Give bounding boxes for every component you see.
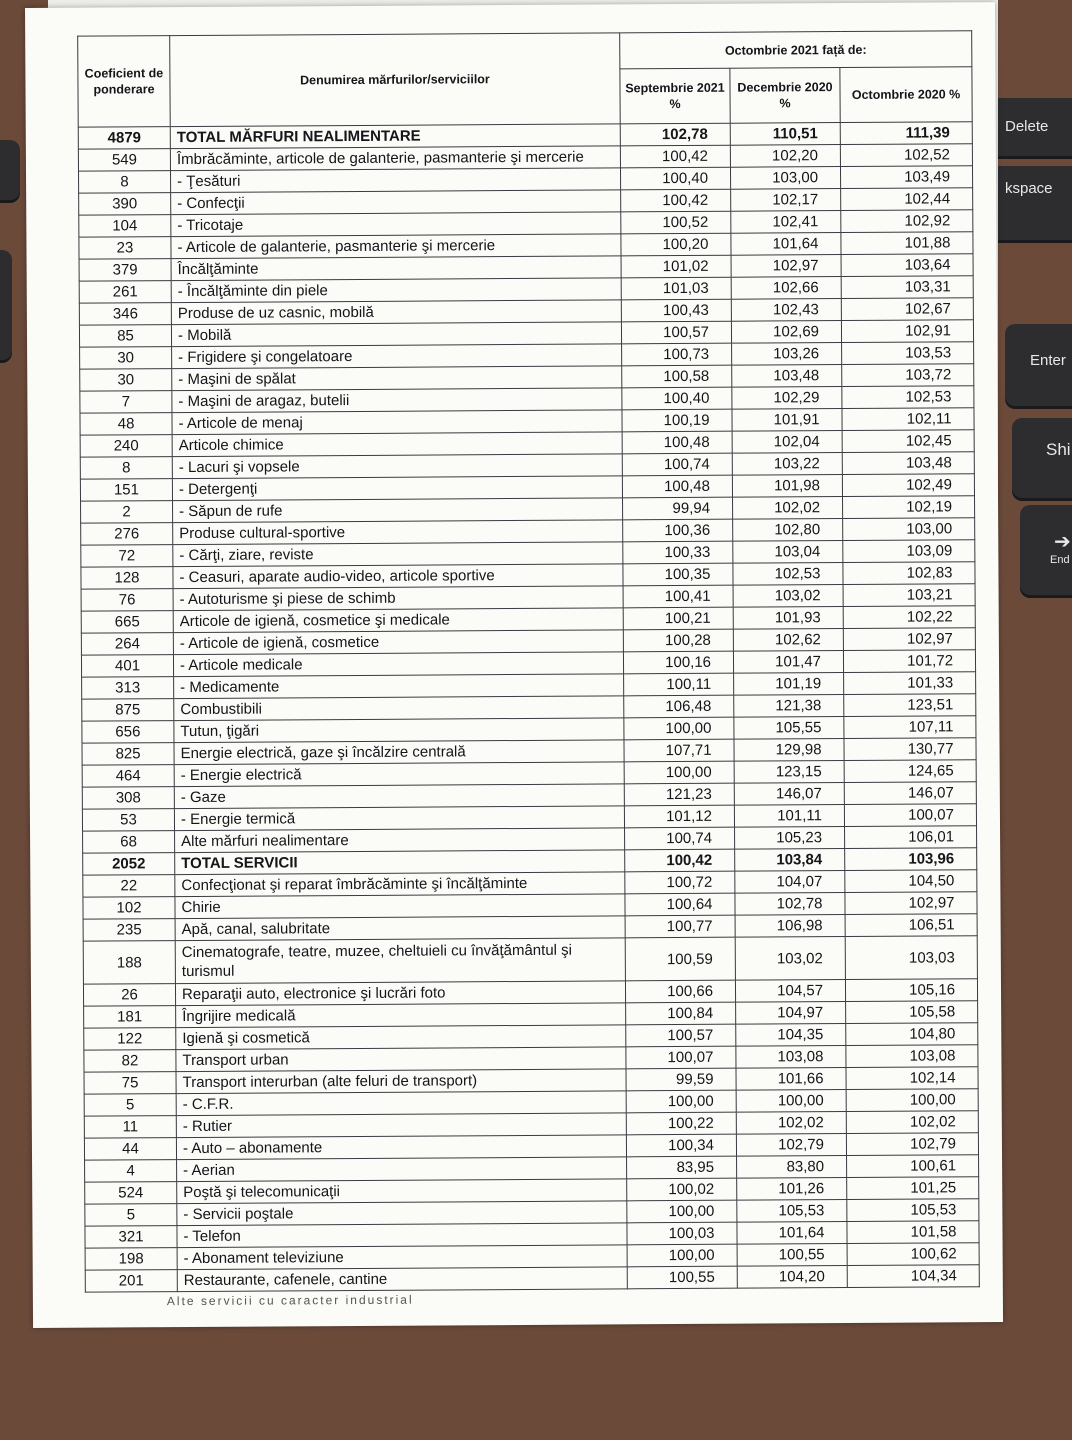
october-cell: 102,92 (841, 210, 973, 233)
september-cell: 100,42 (620, 145, 730, 168)
october-cell: 101,58 (847, 1221, 979, 1244)
september-cell: 100,43 (621, 299, 731, 322)
weight-cell: 7 (80, 391, 172, 414)
name-cell: - Ceasuri, aparate audio-video, articole sportive (173, 564, 623, 589)
name-cell: - Lacuri şi vopsele (172, 454, 622, 479)
october-cell: 100,07 (844, 804, 976, 827)
name-cell: - Auto – abonamente (176, 1135, 626, 1160)
september-cell: 100,00 (624, 761, 734, 784)
october-cell: 100,61 (847, 1155, 979, 1178)
september-cell: 100,20 (621, 233, 731, 256)
september-cell: 99,94 (623, 497, 733, 520)
october-cell: 105,58 (846, 1001, 978, 1024)
september-cell: 107,71 (624, 739, 734, 762)
weight-cell: 308 (82, 787, 174, 810)
december-cell: 102,43 (731, 299, 841, 322)
name-cell: Articole de igienă, cosmetice şi medicale (173, 608, 623, 633)
september-cell: 100,28 (623, 629, 733, 652)
september-cell: 100,66 (625, 980, 735, 1003)
weight-cell: 53 (82, 809, 174, 832)
october-cell: 102,97 (843, 628, 975, 651)
october-cell: 103,53 (842, 342, 974, 365)
name-cell: - Energie electrică (174, 762, 624, 787)
keyboard-key-left (0, 140, 20, 200)
september-cell: 100,59 (625, 937, 735, 981)
weight-cell: 2 (81, 501, 173, 524)
october-cell: 100,00 (846, 1089, 978, 1112)
keyboard-key-end-label: End (1050, 554, 1070, 566)
october-cell: 103,09 (843, 540, 975, 563)
october-cell: 103,31 (841, 276, 973, 299)
weight-cell: 151 (80, 479, 172, 502)
weight-cell: 75 (84, 1072, 176, 1095)
september-cell: 100,48 (622, 475, 732, 498)
december-cell: 103,26 (732, 343, 842, 366)
name-cell: Cinematografe, teatre, muzee, cheltuieli cu învăţământul şi turismul (175, 938, 625, 984)
october-cell: 102,49 (842, 474, 974, 497)
september-cell: 100,19 (622, 409, 732, 432)
september-cell: 100,00 (627, 1200, 737, 1223)
september-cell: 100,11 (624, 673, 734, 696)
october-cell: 102,02 (846, 1111, 978, 1134)
december-cell: 103,04 (733, 541, 843, 564)
weight-cell: 122 (84, 1028, 176, 1051)
weight-cell: 2052 (83, 853, 175, 876)
december-cell: 101,47 (733, 651, 843, 674)
september-cell: 100,74 (622, 453, 732, 476)
header-group: Octombrie 2021 față de: (620, 31, 972, 69)
name-cell: - Articole de menaj (172, 410, 622, 435)
weight-cell: 11 (84, 1116, 176, 1139)
header-october: Octombrie 2020 % (840, 67, 972, 123)
september-cell: 99,59 (626, 1068, 736, 1091)
december-cell: 146,07 (734, 783, 844, 806)
october-cell: 102,19 (842, 496, 974, 519)
name-cell: Chirie (175, 894, 625, 919)
december-cell: 103,84 (735, 849, 845, 872)
october-cell: 103,08 (846, 1045, 978, 1068)
weight-cell: 875 (82, 699, 174, 722)
weight-cell: 346 (79, 303, 171, 326)
october-cell: 101,72 (843, 650, 975, 673)
december-cell: 123,15 (734, 761, 844, 784)
october-cell: 103,64 (841, 254, 973, 277)
october-cell: 102,79 (846, 1133, 978, 1156)
weight-cell: 198 (85, 1248, 177, 1271)
october-cell: 102,67 (841, 298, 973, 321)
weight-cell: 4879 (78, 127, 170, 150)
december-cell: 101,64 (737, 1222, 847, 1245)
december-cell: 103,48 (732, 365, 842, 388)
weight-cell: 72 (81, 545, 173, 568)
name-cell: Tutun, ţigări (174, 718, 624, 743)
name-cell: Articole chimice (172, 432, 622, 457)
october-cell: 130,77 (844, 738, 976, 761)
weight-cell: 524 (85, 1182, 177, 1205)
october-cell: 102,22 (843, 606, 975, 629)
weight-cell: 30 (80, 369, 172, 392)
header-name: Denumirea mărfurilor/serviciilor (170, 33, 621, 127)
weight-cell: 321 (85, 1226, 177, 1249)
december-cell: 101,91 (732, 409, 842, 432)
september-cell: 100,21 (623, 607, 733, 630)
table-body (78, 122, 979, 1292)
keyboard-key-backspace: kspace (985, 166, 1072, 240)
weight-cell: 201 (85, 1270, 177, 1293)
december-cell: 102,97 (731, 255, 841, 278)
name-cell: - Maşini de aragaz, butelii (172, 388, 622, 413)
keyboard-key-shift: Shi (1012, 418, 1072, 498)
keyboard-key-left-2 (0, 250, 12, 360)
october-cell: 102,53 (842, 386, 974, 409)
weight-cell: 104 (79, 215, 171, 238)
name-cell: - Maşini de spălat (172, 366, 622, 391)
october-cell: 104,34 (847, 1265, 979, 1288)
october-cell: 111,39 (840, 122, 972, 145)
october-cell: 105,53 (847, 1199, 979, 1222)
october-cell: 101,25 (847, 1177, 979, 1200)
september-cell: 100,07 (626, 1046, 736, 1069)
name-cell: Confecţionat şi reparat îmbrăcăminte şi încălţăminte (175, 872, 625, 897)
name-cell: - Telefon (177, 1223, 627, 1248)
december-cell: 121,38 (734, 695, 844, 718)
october-cell: 107,11 (844, 716, 976, 739)
december-cell: 104,20 (737, 1266, 847, 1289)
cut-off-row: Alte servicii cu caracter industrial (166, 1292, 414, 1309)
september-cell: 100,58 (622, 365, 732, 388)
header-weight: Coeficient de ponderare (78, 36, 171, 128)
table-row (85, 1265, 979, 1292)
september-cell: 100,55 (627, 1266, 737, 1289)
september-cell: 102,78 (620, 123, 730, 146)
october-cell: 102,44 (841, 188, 973, 211)
weight-cell: 128 (81, 567, 173, 590)
december-cell: 101,19 (734, 673, 844, 696)
september-cell: 100,33 (623, 541, 733, 564)
name-cell: - Abonament televiziune (177, 1245, 627, 1270)
december-cell: 100,55 (737, 1244, 847, 1267)
september-cell: 100,72 (625, 871, 735, 894)
september-cell: 100,42 (625, 849, 735, 872)
weight-cell: 82 (84, 1050, 176, 1073)
weight-cell: 188 (83, 941, 175, 985)
weight-cell: 8 (78, 171, 170, 194)
keyboard-key-delete: Delete (985, 98, 1072, 156)
weight-cell: 4 (85, 1160, 177, 1183)
october-cell: 106,51 (845, 914, 977, 937)
december-cell: 102,62 (733, 629, 843, 652)
name-cell: Energie electrică, gaze şi încălzire centrală (174, 740, 624, 765)
name-cell: Alte mărfuri nealimentare (175, 828, 625, 853)
september-cell: 100,35 (623, 563, 733, 586)
weight-cell: 240 (80, 435, 172, 458)
december-cell: 102,53 (733, 563, 843, 586)
name-cell: Transport interurban (alte feluri de transport) (176, 1069, 626, 1094)
september-cell: 100,03 (627, 1222, 737, 1245)
december-cell: 104,57 (735, 980, 845, 1003)
weight-cell: 68 (83, 831, 175, 854)
october-cell: 106,01 (845, 826, 977, 849)
name-cell: - Cărţi, ziare, reviste (173, 542, 623, 567)
paper-sheet (25, 2, 1003, 1328)
september-cell: 100,42 (621, 189, 731, 212)
arrow-right-icon: ➔ (1054, 531, 1071, 553)
october-cell: 124,65 (844, 760, 976, 783)
october-cell: 101,33 (844, 672, 976, 695)
december-cell: 102,02 (733, 497, 843, 520)
october-cell: 102,83 (843, 562, 975, 585)
december-cell: 103,22 (732, 453, 842, 476)
october-cell: 102,91 (841, 320, 973, 343)
name-cell: TOTAL SERVICII (175, 850, 625, 875)
header-december: Decembrie 2020 % (730, 68, 840, 123)
october-cell: 123,51 (844, 694, 976, 717)
october-cell: 101,88 (841, 232, 973, 255)
september-cell: 83,95 (627, 1156, 737, 1179)
september-cell: 121,23 (624, 783, 734, 806)
december-cell: 102,41 (731, 211, 841, 234)
december-cell: 101,26 (737, 1178, 847, 1201)
december-cell: 104,35 (736, 1024, 846, 1047)
october-cell: 103,49 (840, 166, 972, 189)
weight-cell: 5 (85, 1204, 177, 1227)
december-cell: 110,51 (730, 123, 840, 146)
december-cell: 102,20 (730, 145, 840, 168)
weight-cell: 401 (81, 655, 173, 678)
december-cell: 104,07 (735, 871, 845, 894)
september-cell: 100,48 (622, 431, 732, 454)
october-cell: 146,07 (844, 782, 976, 805)
weight-cell: 102 (83, 897, 175, 920)
december-cell: 103,02 (735, 937, 845, 981)
name-cell: Reparaţii auto, electronice şi lucrări foto (175, 981, 625, 1006)
september-cell: 100,57 (621, 321, 731, 344)
name-cell: - Servicii poştale (177, 1201, 627, 1226)
name-cell: - Articole de galanterie, pasmanterie şi mercerie (171, 234, 621, 259)
october-cell: 103,72 (842, 364, 974, 387)
december-cell: 103,00 (730, 167, 840, 190)
october-cell: 104,50 (845, 870, 977, 893)
december-cell: 103,08 (736, 1046, 846, 1069)
weight-cell: 181 (84, 1006, 176, 1029)
september-cell: 100,64 (625, 893, 735, 916)
september-cell: 100,36 (623, 519, 733, 542)
table-row (83, 936, 977, 984)
december-cell: 101,66 (736, 1068, 846, 1091)
weight-cell: 264 (81, 633, 173, 656)
september-cell: 100,77 (625, 915, 735, 938)
september-cell: 100,73 (622, 343, 732, 366)
december-cell: 83,80 (737, 1156, 847, 1179)
weight-cell: 549 (78, 149, 170, 172)
october-cell: 102,11 (842, 408, 974, 431)
december-cell: 102,17 (731, 189, 841, 212)
name-cell: - Încălţăminte din piele (171, 278, 621, 303)
september-cell: 100,34 (626, 1134, 736, 1157)
september-cell: 100,00 (626, 1090, 736, 1113)
september-cell: 100,40 (622, 387, 732, 410)
name-cell: - C.F.R. (176, 1091, 626, 1116)
name-cell: - Ţesături (170, 168, 620, 193)
weight-cell: 48 (80, 413, 172, 436)
october-cell: 105,16 (845, 979, 977, 1002)
weight-cell: 276 (81, 523, 173, 546)
weight-cell: 22 (83, 875, 175, 898)
name-cell: - Frigidere şi congelatoare (172, 344, 622, 369)
name-cell: Poştă şi telecomunicaţii (177, 1179, 627, 1204)
weight-cell: 85 (79, 325, 171, 348)
september-cell: 100,00 (624, 717, 734, 740)
september-cell: 101,02 (621, 255, 731, 278)
december-cell: 106,98 (735, 915, 845, 938)
weight-cell: 235 (83, 919, 175, 942)
october-cell: 103,48 (842, 452, 974, 475)
september-cell: 100,74 (625, 827, 735, 850)
weight-cell: 30 (80, 347, 172, 370)
weight-cell: 825 (82, 743, 174, 766)
weight-cell: 261 (79, 281, 171, 304)
weight-cell: 656 (82, 721, 174, 744)
weight-cell: 464 (82, 765, 174, 788)
name-cell: - Tricotaje (171, 212, 621, 237)
name-cell: Combustibili (174, 696, 624, 721)
name-cell: Produse cultural-sportive (173, 520, 623, 545)
weight-cell: 26 (83, 984, 175, 1007)
december-cell: 104,97 (736, 1002, 846, 1025)
name-cell: Transport urban (176, 1047, 626, 1072)
december-cell: 102,29 (732, 387, 842, 410)
name-cell: - Gaze (174, 784, 624, 809)
name-cell: Restaurante, cafenele, cantine (177, 1267, 627, 1292)
september-cell: 101,12 (624, 805, 734, 828)
keyboard-key-end (1020, 505, 1072, 595)
weight-cell: 8 (80, 457, 172, 480)
weight-cell: 44 (84, 1138, 176, 1161)
december-cell: 102,02 (736, 1112, 846, 1135)
name-cell: - Mobilă (171, 322, 621, 347)
name-cell: - Articole de igienă, cosmetice (173, 630, 623, 655)
name-cell: - Aerian (177, 1157, 627, 1182)
name-cell: - Rutier (176, 1113, 626, 1138)
keyboard-key-enter: Enter (1005, 324, 1072, 406)
name-cell: Apă, canal, salubritate (175, 916, 625, 941)
october-cell: 103,96 (845, 848, 977, 871)
october-cell: 103,03 (845, 936, 977, 980)
december-cell: 101,64 (731, 233, 841, 256)
october-cell: 100,62 (847, 1243, 979, 1266)
december-cell: 129,98 (734, 739, 844, 762)
december-cell: 105,53 (737, 1200, 847, 1223)
december-cell: 101,93 (733, 607, 843, 630)
october-cell: 104,80 (846, 1023, 978, 1046)
name-cell: - Confecţii (171, 190, 621, 215)
september-cell: 101,03 (621, 277, 731, 300)
september-cell: 100,22 (626, 1112, 736, 1135)
name-cell: - Săpun de rufe (173, 498, 623, 523)
october-cell: 103,00 (843, 518, 975, 541)
weight-cell: 313 (82, 677, 174, 700)
september-cell: 100,00 (627, 1244, 737, 1267)
december-cell: 102,78 (735, 893, 845, 916)
name-cell: - Medicamente (174, 674, 624, 699)
september-cell: 100,84 (626, 1002, 736, 1025)
december-cell: 102,66 (731, 277, 841, 300)
name-cell: - Articole medicale (173, 652, 623, 677)
weight-cell: 665 (81, 611, 173, 634)
october-cell: 103,21 (843, 584, 975, 607)
september-cell: 100,16 (623, 651, 733, 674)
weight-cell: 5 (84, 1094, 176, 1117)
december-cell: 101,98 (732, 475, 842, 498)
name-cell: Îmbrăcăminte, articole de galanterie, pasmanterie şi mercerie (170, 146, 620, 171)
december-cell: 102,79 (736, 1134, 846, 1157)
september-cell: 100,57 (626, 1024, 736, 1047)
weight-cell: 379 (79, 259, 171, 282)
october-cell: 102,97 (845, 892, 977, 915)
price-index-table (77, 30, 979, 1308)
name-cell: Produse de uz casnic, mobilă (171, 300, 621, 325)
october-cell: 102,45 (842, 430, 974, 453)
december-cell: 102,04 (732, 431, 842, 454)
name-cell: Igienă şi cosmetică (176, 1025, 626, 1050)
december-cell: 102,69 (731, 321, 841, 344)
december-cell: 103,02 (733, 585, 843, 608)
december-cell: 100,00 (736, 1090, 846, 1113)
september-cell: 100,41 (623, 585, 733, 608)
december-cell: 102,80 (733, 519, 843, 542)
name-cell: TOTAL MĂRFURI NEALIMENTARE (170, 124, 620, 149)
september-cell: 106,48 (624, 695, 734, 718)
header-september: Septembrie 2021 % (620, 68, 730, 123)
name-cell: - Detergenţi (172, 476, 622, 501)
weight-cell: 23 (79, 237, 171, 260)
name-cell: - Energie termică (174, 806, 624, 831)
weight-cell: 390 (79, 193, 171, 216)
name-cell: Încălţăminte (171, 256, 621, 281)
september-cell: 100,52 (621, 211, 731, 234)
october-cell: 102,52 (840, 144, 972, 167)
september-cell: 100,40 (620, 167, 730, 190)
weight-cell: 76 (81, 589, 173, 612)
name-cell: Îngrijire medicală (176, 1003, 626, 1028)
december-cell: 105,55 (734, 717, 844, 740)
december-cell: 101,11 (734, 805, 844, 828)
october-cell: 102,14 (846, 1067, 978, 1090)
september-cell: 100,02 (627, 1178, 737, 1201)
name-cell: - Autoturisme şi piese de schimb (173, 586, 623, 611)
december-cell: 105,23 (735, 827, 845, 850)
